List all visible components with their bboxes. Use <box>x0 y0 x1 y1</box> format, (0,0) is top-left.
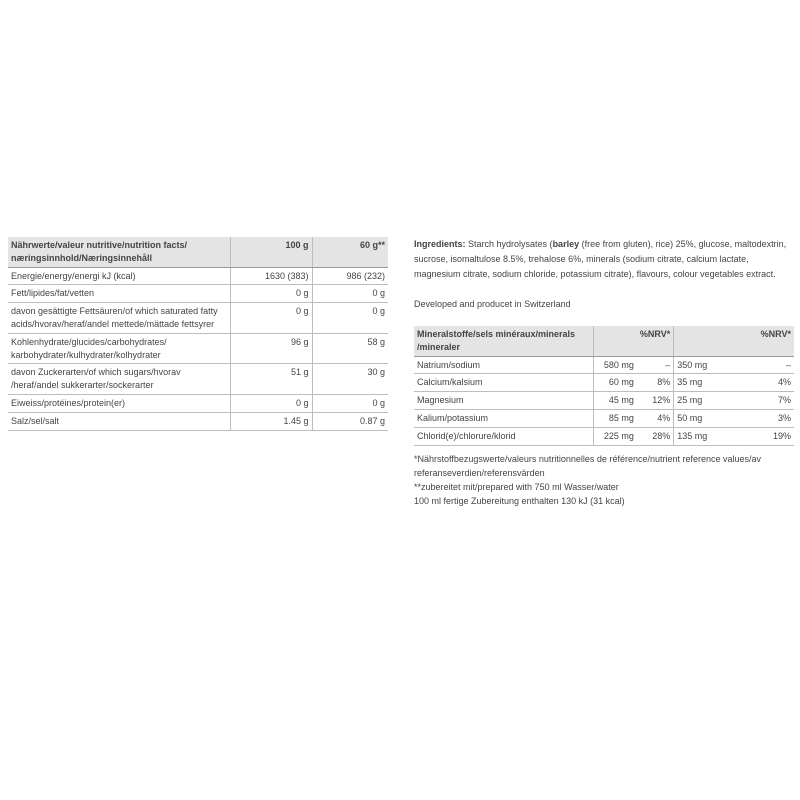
row-label: davon Zuckerarten/of which sugars/hvorav /heraf/andel sukkerarter/sockerarter <box>8 364 230 395</box>
mineral-label: Chlorid(e)/chlorure/klorid <box>414 427 593 445</box>
mineral-value-60g: 350 mg <box>674 356 732 374</box>
table-row <box>8 412 388 430</box>
minerals-table <box>414 326 794 446</box>
row-label: Energie/energy/energi kJ (kcal) <box>8 267 230 285</box>
mineral-value-100g: 85 mg <box>593 409 637 427</box>
row-label: davon gesättigte Fettsäuren/of which saturated fatty acids/hvorav/heraf/andel mettede/mättade fettsyrer <box>8 303 230 334</box>
ingredients-text <box>414 237 794 282</box>
table-row <box>414 374 794 392</box>
row-value-60g: 30 g <box>312 364 388 395</box>
row-label: Salz/sel/salt <box>8 412 230 430</box>
mineral-nrv-100g: 28% <box>637 427 674 445</box>
mineral-nrv-60g: 19% <box>731 427 794 445</box>
minerals-header-row <box>414 326 794 356</box>
row-label: Fett/lipides/fat/vetten <box>8 285 230 303</box>
mineral-label: Natrium/sodium <box>414 356 593 374</box>
minerals-header-label: Mineralstoffe/sels minéraux/minerals /mineraler <box>414 326 593 356</box>
mineral-nrv-60g: 4% <box>731 374 794 392</box>
nutrition-header-row <box>8 237 388 267</box>
table-row <box>8 285 388 303</box>
mineral-nrv-60g: – <box>731 356 794 374</box>
mineral-value-60g: 135 mg <box>674 427 732 445</box>
row-value-60g: 58 g <box>312 333 388 364</box>
mineral-nrv-60g: 7% <box>731 392 794 410</box>
mineral-nrv-100g: 4% <box>637 409 674 427</box>
footnote-ready-drink: 100 ml fertige Zubereitung enthalten 130 kJ (31 kcal) <box>414 495 625 506</box>
mineral-value-100g: 60 mg <box>593 374 637 392</box>
mineral-label: Calcium/kalsium <box>414 374 593 392</box>
mineral-value-100g: 45 mg <box>593 392 637 410</box>
footnote-nrv: *Nährstoffbezugswerte/valeurs nutritionnelles de référence/nutrient reference values/av referanseverdien/referensvärden <box>414 453 762 478</box>
ingredients-part-b: (free from gluten), rice) 25%, glucose, maltodextrin, sucrose, isomaltulose 8.5%, trehalose 6%, minerals (sodium citrate, calcium lactate, magnesium citrate, sodium chloride, potassium citrate), flavours, colour vegetables extract. <box>414 239 787 279</box>
table-row <box>8 303 388 334</box>
row-value-100g: 1630 (383) <box>230 267 312 285</box>
table-row <box>414 409 794 427</box>
row-value-60g: 0 g <box>312 285 388 303</box>
table-row <box>8 333 388 364</box>
row-label: Kohlenhydrate/glucides/carbohydrates/ karbohydrater/kulhydrater/kolhydrater <box>8 333 230 364</box>
mineral-value-60g: 25 mg <box>674 392 732 410</box>
footnote-prepared: **zubereitet mit/prepared with 750 ml Wasser/water <box>414 481 619 492</box>
mineral-nrv-100g: – <box>637 356 674 374</box>
row-value-100g: 1.45 g <box>230 412 312 430</box>
minerals-header-nrv-1: %NRV* <box>637 326 674 356</box>
mineral-nrv-100g: 8% <box>637 374 674 392</box>
row-value-100g: 0 g <box>230 303 312 334</box>
table-row <box>8 364 388 395</box>
minerals-header-blank-2 <box>674 326 732 356</box>
nutrition-header-label: Nährwerte/valeur nutritive/nutrition facts/ næringsinnhold/Næringsinnehåll <box>8 237 230 267</box>
row-value-60g: 0 g <box>312 394 388 412</box>
mineral-value-100g: 580 mg <box>593 356 637 374</box>
row-value-100g: 51 g <box>230 364 312 395</box>
minerals-header-nrv-2: %NRV* <box>731 326 794 356</box>
row-value-60g: 986 (232) <box>312 267 388 285</box>
developed-note: Developed and producet in Switzerland <box>414 299 571 309</box>
mineral-label: Kalium/potassium <box>414 409 593 427</box>
table-row <box>414 427 794 445</box>
row-value-60g: 0.87 g <box>312 412 388 430</box>
mineral-label: Magnesium <box>414 392 593 410</box>
table-row <box>414 356 794 374</box>
ingredients-label: Ingredients: <box>414 239 466 249</box>
nutrition-panel <box>8 237 388 431</box>
mineral-value-100g: 225 mg <box>593 427 637 445</box>
ingredients-bold-word: barley <box>552 239 580 249</box>
mineral-value-60g: 50 mg <box>674 409 732 427</box>
row-label: Eiweiss/protéines/protein(er) <box>8 394 230 412</box>
table-row <box>414 392 794 410</box>
footnotes <box>414 452 794 508</box>
mineral-nrv-100g: 12% <box>637 392 674 410</box>
mineral-nrv-60g: 3% <box>731 409 794 427</box>
row-value-100g: 0 g <box>230 285 312 303</box>
row-value-100g: 0 g <box>230 394 312 412</box>
nutrition-header-100g: 100 g <box>230 237 312 267</box>
ingredients-part-a: Starch hydrolysates ( <box>465 239 553 249</box>
nutrition-table <box>8 237 388 431</box>
table-row <box>8 267 388 285</box>
row-value-100g: 96 g <box>230 333 312 364</box>
info-panel <box>414 237 794 508</box>
nutrition-header-60g: 60 g** <box>312 237 388 267</box>
row-value-60g: 0 g <box>312 303 388 334</box>
table-row <box>8 394 388 412</box>
mineral-value-60g: 35 mg <box>674 374 732 392</box>
minerals-header-blank-1 <box>593 326 637 356</box>
